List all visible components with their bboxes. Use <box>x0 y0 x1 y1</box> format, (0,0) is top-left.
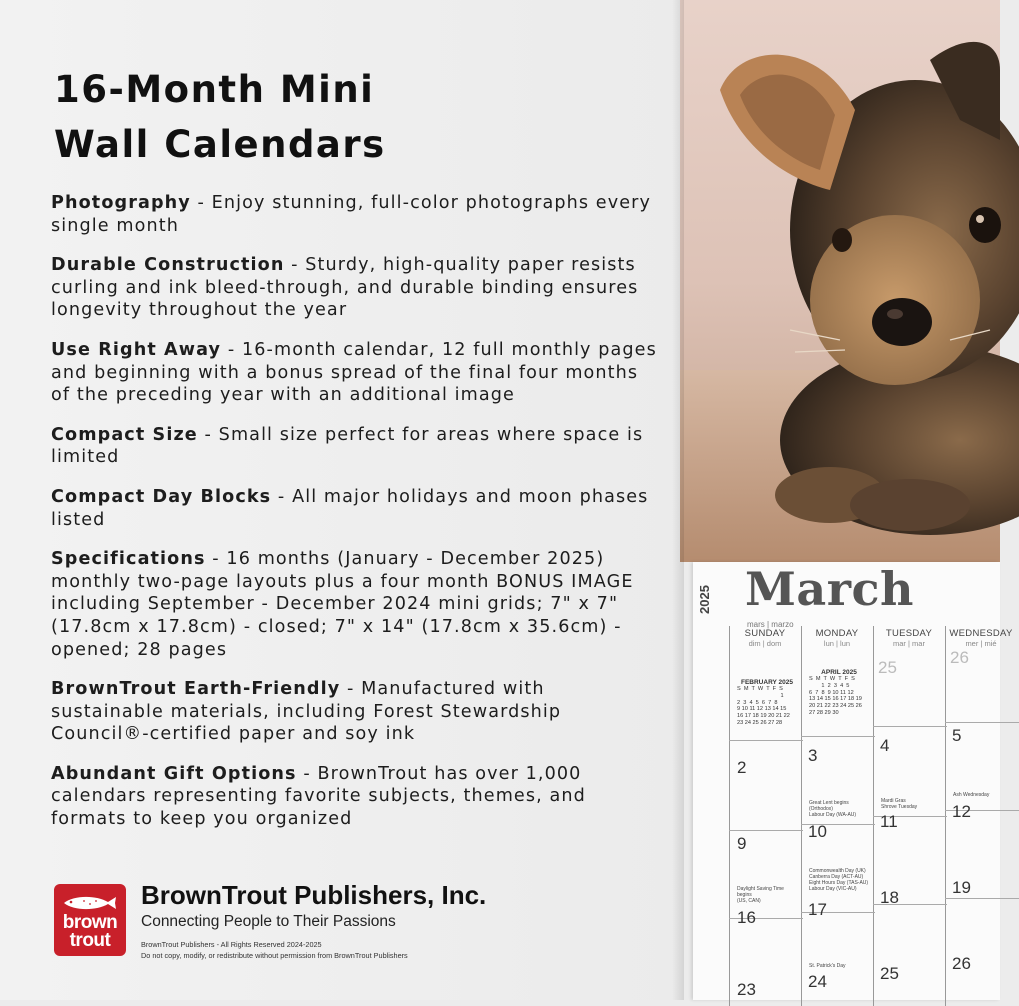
feature-earth-friendly: BrownTrout Earth-Friendly - Manufactured with sustainable materials, including Forest Stewardship Council®-certified paper and soy ink <box>51 679 562 745</box>
puppy-illustration <box>680 0 1000 562</box>
date-cell: 5 <box>952 726 962 745</box>
browntrout-logo <box>54 884 126 956</box>
calendar-grid-page <box>693 562 1013 1000</box>
feature-specifications: Specifications - 16 months (January - December 2025) monthly two-page layouts plus a four month BONUS IMAGE including September - December 2024 mini grids; 7" x 7" (17.8cm x 17.8cm) - closed; 7" x 14" (17.8cm x 35.6cm) - opened; 28 pages <box>51 549 634 660</box>
title-line-2: Wall Calendars <box>54 123 386 166</box>
date-cell: 23 <box>737 980 756 999</box>
calendar-month: March <box>745 562 914 616</box>
day-header-sunday: SUNDAY dim | dom <box>744 628 786 648</box>
date-cell: 25 <box>878 658 897 677</box>
date-cell: 18 <box>880 888 899 907</box>
date-cell: 2 <box>737 758 747 777</box>
date-cell: 26 <box>950 648 969 667</box>
holiday-note: Mardi Gras Shrove Tuesday <box>881 798 918 810</box>
feature-use-right-away: Use Right Away - 16-month calendar, 12 full monthly pages and beginning with a bonus spread of the final four months of the preceding year with an additional image <box>51 339 657 406</box>
mini-calendar-april: APRIL 2025 S M T W T F S 1 2 3 4 5 6 7 8 9 10 11 12 13 14 15 16 17 18 19 20 21 22 23 24 25 26 27 28 29 30 <box>809 669 862 716</box>
feature-compact-size: Compact Size - Small size perfect for areas where space is limited <box>51 424 644 468</box>
date-cell: 9 <box>737 834 747 853</box>
logo-text-brown: brown <box>62 912 118 933</box>
date-cell: 10 <box>808 822 827 841</box>
logo-text-trout: trout <box>69 930 111 951</box>
grid-line <box>729 626 730 1006</box>
brand-tagline: Connecting People to Their Passions <box>141 913 396 930</box>
date-cell: 24 <box>808 972 827 991</box>
grid-line <box>801 736 875 737</box>
date-cell: 4 <box>880 736 890 755</box>
holiday-note: St. Patrick's Day <box>809 963 846 969</box>
brand-name: BrownTrout Publishers, Inc. <box>141 880 487 910</box>
date-cell: 17 <box>808 900 827 919</box>
holiday-note: Commonwealth Day (UK) Canberra Day (ACT-AU) Eight Hours Day (TAS-AU) Labour Day (VIC-AU) <box>809 868 869 892</box>
calendar-month-translations: mars | marzo <box>747 620 794 629</box>
feature-gift-options: Abundant Gift Options - BrownTrout has over 1,000 calendars representing favorite subjects, themes, and formats to keep you organized <box>51 763 586 830</box>
trout-fish-icon <box>60 894 120 912</box>
holiday-note: Great Lent begins (Orthodox) Labour Day (WA-AU) <box>809 800 857 818</box>
page-edge-shadow <box>672 0 684 1000</box>
day-header-wednesday: WEDNESDAY mer | mié <box>949 628 1013 648</box>
holiday-note: Daylight Saving Time begins (US, CAN) <box>737 886 784 904</box>
feature-list <box>51 192 661 848</box>
date-cell: 25 <box>880 964 899 983</box>
date-cell: 16 <box>737 908 756 927</box>
day-header-tuesday: TUESDAY mar | mar <box>885 628 933 648</box>
title-line-1: 16-Month Mini <box>54 68 375 111</box>
calendar-photo <box>680 0 1000 562</box>
copyright-notice: BrownTrout Publishers - All Rights Reserved 2024-2025 Do not copy, modify, or redistribute without permission from BrownTrout Publishers <box>141 940 408 960</box>
date-cell: 26 <box>952 954 971 973</box>
grid-line <box>945 722 1019 723</box>
grid-line <box>873 726 947 727</box>
grid-line <box>945 898 1019 899</box>
feature-photography: Photography - Enjoy stunning, full-color photographs every single month <box>51 193 652 236</box>
holiday-note: Ash Wednesday <box>953 792 990 798</box>
mini-calendar-february: FEBRUARY 2025 S M T W T F S 1 2 3 4 5 6 7 8 9 10 11 12 13 14 15 16 17 18 19 20 21 22 23 24 25 26 27 28 <box>737 679 794 726</box>
page-title <box>54 62 614 172</box>
grid-line <box>729 830 803 831</box>
date-cell: 19 <box>952 878 971 897</box>
date-cell: 3 <box>808 746 818 765</box>
date-cell: 11 <box>880 812 898 831</box>
grid-line <box>729 740 803 741</box>
date-cell: 12 <box>952 802 971 821</box>
feature-durable-construction: Durable Construction - Sturdy, high-quality paper resists curling and ink bleed-through, and durable binding ensures longevity throughout the year <box>51 255 639 321</box>
calendar-year: 2025 <box>697 585 712 614</box>
grid-line <box>801 626 802 1006</box>
day-header-monday: MONDAY lun | lun <box>815 628 859 648</box>
feature-compact-day-blocks: Compact Day Blocks - All major holidays and moon phases listed <box>51 486 649 530</box>
